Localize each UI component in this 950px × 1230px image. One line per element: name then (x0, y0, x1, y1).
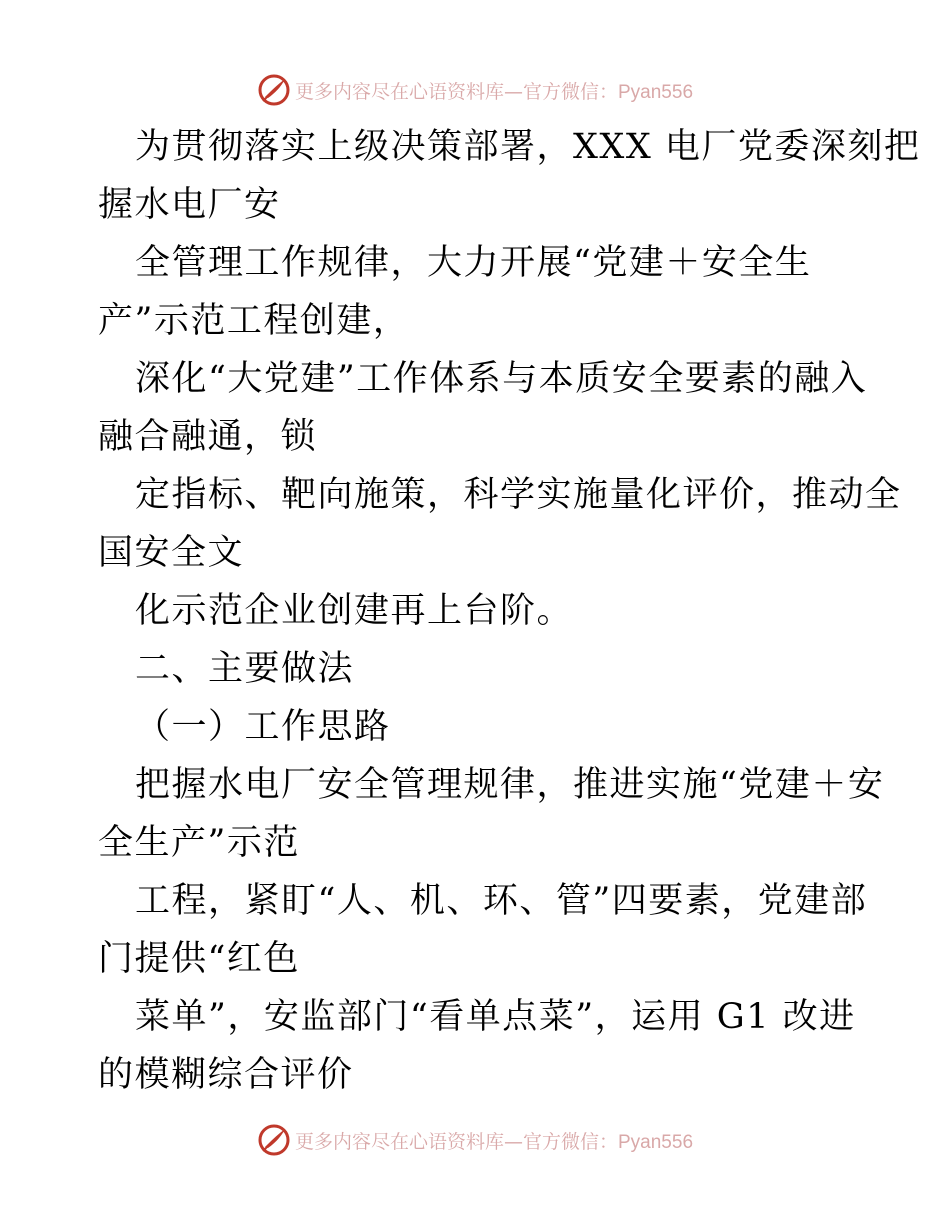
header-watermark (0, 70, 950, 110)
text-line: 握水电厂安 (98, 185, 281, 225)
watermark-text: 更多内容尽在心语资料库—官方微信：Pyan556 (294, 1130, 694, 1153)
document-body (98, 118, 921, 1104)
text-line: 融合融通，锁 (98, 417, 318, 457)
text-line: 把握水电厂安全管理规律，推进实施“党建＋安 (135, 765, 885, 805)
text-line: 菜单”，安监部门“看单点菜”，运用 G1 改进 (135, 997, 856, 1037)
quill-pen-logo-icon (257, 1123, 291, 1157)
text-line: 化示范企业创建再上台阶。 (135, 591, 574, 631)
text-line: 门提供“红色 (98, 939, 300, 979)
text-line: 全生产”示范 (98, 823, 300, 863)
watermark-text: 更多内容尽在心语资料库—官方微信：Pyan556 (294, 80, 694, 103)
footer-watermark (0, 1120, 950, 1160)
text-line: 的模糊综合评价 (98, 1055, 354, 1095)
quill-pen-logo-icon (257, 73, 291, 107)
text-line: 定指标、靶向施策，科学实施量化评价，推动全 (135, 475, 902, 515)
text-line: 深化“大党建”工作体系与本质安全要素的融入 (135, 359, 868, 399)
text-line: 产”示范工程创建， (98, 301, 410, 341)
text-line: 工程，紧盯“人、机、环、管”四要素，党建部 (135, 881, 868, 921)
text-line: 全管理工作规律，大力开展“党建＋安全生 (135, 243, 812, 283)
text-line: 为贯彻落实上级决策部署，XXX 电厂党委深刻把 (135, 127, 921, 167)
text-line: 二、主要做法 (135, 649, 355, 689)
text-line: 国安全文 (98, 533, 245, 573)
text-line: （一）工作思路 (135, 707, 391, 747)
